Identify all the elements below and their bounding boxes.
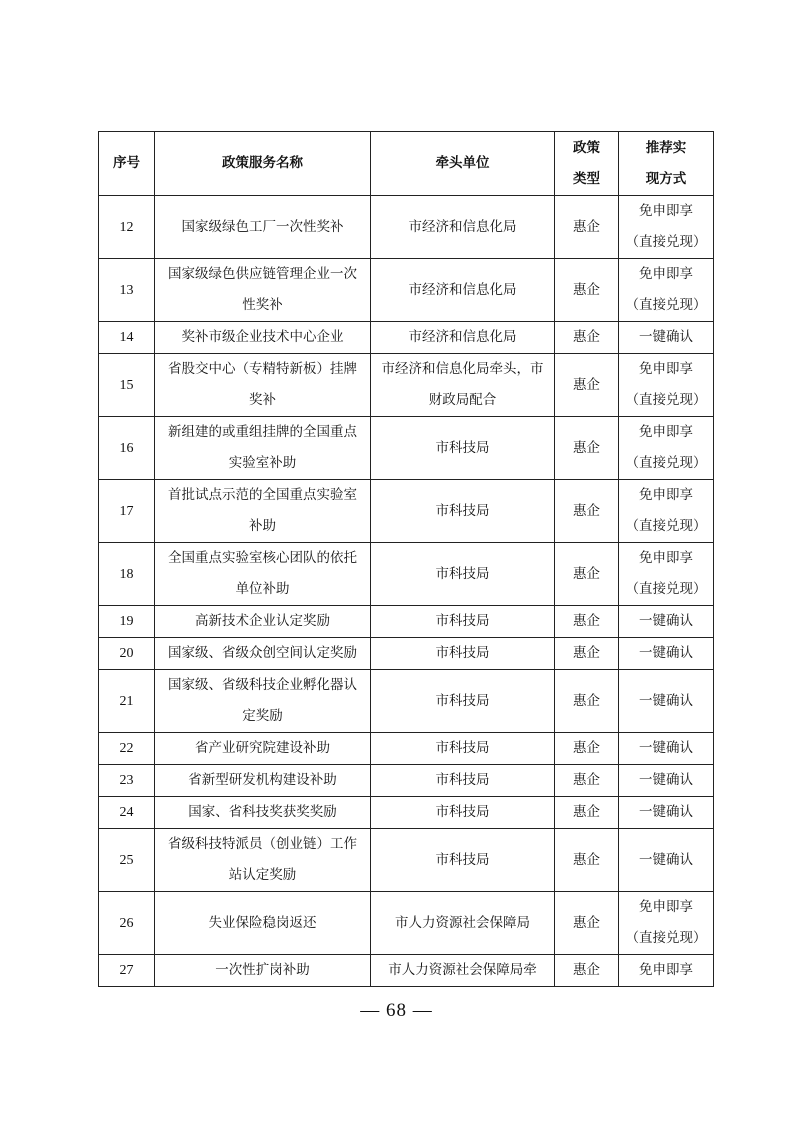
cell-lead-dept: 市科技局 bbox=[371, 797, 555, 829]
cell-policy-name: 全国重点实验室核心团队的依托 单位补助 bbox=[155, 543, 371, 606]
cell-method: 免申即享 （直接兑现） bbox=[619, 543, 714, 606]
table-row bbox=[99, 892, 714, 955]
cell-method: 一键确认 bbox=[619, 733, 714, 765]
cell-lead-dept: 市科技局 bbox=[371, 829, 555, 892]
cell-policy-type: 惠企 bbox=[555, 638, 619, 670]
table-row bbox=[99, 259, 714, 322]
header-method: 推荐实 现方式 bbox=[619, 132, 714, 196]
cell-no: 12 bbox=[99, 196, 155, 259]
table-header-row bbox=[99, 132, 714, 196]
cell-lead-dept: 市科技局 bbox=[371, 638, 555, 670]
table-row bbox=[99, 417, 714, 480]
cell-lead-dept: 市科技局 bbox=[371, 733, 555, 765]
policy-table bbox=[98, 131, 714, 987]
cell-no: 26 bbox=[99, 892, 155, 955]
cell-policy-name: 国家级绿色供应链管理企业一次 性奖补 bbox=[155, 259, 371, 322]
cell-method: 免申即享 （直接兑现） bbox=[619, 480, 714, 543]
cell-lead-dept: 市经济和信息化局 bbox=[371, 259, 555, 322]
cell-no: 15 bbox=[99, 354, 155, 417]
table-row bbox=[99, 606, 714, 638]
cell-lead-dept: 市科技局 bbox=[371, 670, 555, 733]
table-row bbox=[99, 797, 714, 829]
cell-policy-name: 省产业研究院建设补助 bbox=[155, 733, 371, 765]
cell-policy-name: 首批试点示范的全国重点实验室 补助 bbox=[155, 480, 371, 543]
cell-method: 一键确认 bbox=[619, 322, 714, 354]
page-number: — 68 — bbox=[360, 1000, 433, 1021]
cell-lead-dept: 市人力资源社会保障局牵 bbox=[371, 955, 555, 987]
cell-method: 一键确认 bbox=[619, 606, 714, 638]
cell-no: 27 bbox=[99, 955, 155, 987]
cell-method: 免申即享 （直接兑现） bbox=[619, 417, 714, 480]
cell-lead-dept: 市科技局 bbox=[371, 543, 555, 606]
cell-policy-type: 惠企 bbox=[555, 797, 619, 829]
cell-policy-type: 惠企 bbox=[555, 322, 619, 354]
cell-policy-type: 惠企 bbox=[555, 892, 619, 955]
cell-policy-name: 省级科技特派员（创业链）工作 站认定奖励 bbox=[155, 829, 371, 892]
table-row bbox=[99, 354, 714, 417]
cell-policy-name: 省股交中心（专精特新板）挂牌 奖补 bbox=[155, 354, 371, 417]
cell-policy-name: 一次性扩岗补助 bbox=[155, 955, 371, 987]
table-row bbox=[99, 638, 714, 670]
cell-method: 一键确认 bbox=[619, 797, 714, 829]
table-row bbox=[99, 955, 714, 987]
table-row bbox=[99, 765, 714, 797]
cell-policy-name: 国家级、省级科技企业孵化器认 定奖励 bbox=[155, 670, 371, 733]
cell-no: 17 bbox=[99, 480, 155, 543]
cell-policy-name: 国家、省科技奖获奖奖励 bbox=[155, 797, 371, 829]
cell-lead-dept: 市科技局 bbox=[371, 765, 555, 797]
cell-no: 16 bbox=[99, 417, 155, 480]
cell-policy-type: 惠企 bbox=[555, 765, 619, 797]
cell-method: 一键确认 bbox=[619, 829, 714, 892]
table-row bbox=[99, 543, 714, 606]
cell-method: 一键确认 bbox=[619, 670, 714, 733]
cell-method: 免申即享 （直接兑现） bbox=[619, 259, 714, 322]
table-row bbox=[99, 733, 714, 765]
cell-no: 18 bbox=[99, 543, 155, 606]
table-row bbox=[99, 322, 714, 354]
cell-policy-type: 惠企 bbox=[555, 670, 619, 733]
cell-method: 免申即享 （直接兑现） bbox=[619, 354, 714, 417]
cell-no: 24 bbox=[99, 797, 155, 829]
cell-policy-name: 新组建的或重组挂牌的全国重点 实验室补助 bbox=[155, 417, 371, 480]
cell-policy-type: 惠企 bbox=[555, 543, 619, 606]
table-row bbox=[99, 829, 714, 892]
cell-no: 25 bbox=[99, 829, 155, 892]
cell-lead-dept: 市经济和信息化局 bbox=[371, 322, 555, 354]
cell-policy-type: 惠企 bbox=[555, 259, 619, 322]
cell-policy-name: 国家级绿色工厂一次性奖补 bbox=[155, 196, 371, 259]
cell-policy-type: 惠企 bbox=[555, 196, 619, 259]
cell-method: 免申即享 （直接兑现） bbox=[619, 892, 714, 955]
cell-policy-name: 失业保险稳岗返还 bbox=[155, 892, 371, 955]
cell-method: 一键确认 bbox=[619, 765, 714, 797]
cell-lead-dept: 市经济和信息化局 bbox=[371, 196, 555, 259]
cell-policy-type: 惠企 bbox=[555, 606, 619, 638]
cell-no: 21 bbox=[99, 670, 155, 733]
table-row bbox=[99, 480, 714, 543]
cell-policy-name: 省新型研发机构建设补助 bbox=[155, 765, 371, 797]
cell-no: 20 bbox=[99, 638, 155, 670]
table-body bbox=[99, 196, 714, 987]
cell-policy-type: 惠企 bbox=[555, 354, 619, 417]
cell-no: 22 bbox=[99, 733, 155, 765]
header-dept: 牵头单位 bbox=[371, 132, 555, 196]
header-type: 政策 类型 bbox=[555, 132, 619, 196]
cell-lead-dept: 市科技局 bbox=[371, 606, 555, 638]
table-row bbox=[99, 196, 714, 259]
cell-method: 一键确认 bbox=[619, 638, 714, 670]
cell-policy-type: 惠企 bbox=[555, 829, 619, 892]
cell-lead-dept: 市人力资源社会保障局 bbox=[371, 892, 555, 955]
cell-no: 13 bbox=[99, 259, 155, 322]
table-row bbox=[99, 670, 714, 733]
cell-policy-type: 惠企 bbox=[555, 417, 619, 480]
cell-policy-name: 国家级、省级众创空间认定奖励 bbox=[155, 638, 371, 670]
header-name: 政策服务名称 bbox=[155, 132, 371, 196]
cell-lead-dept: 市经济和信息化局牵头，市 财政局配合 bbox=[371, 354, 555, 417]
cell-policy-name: 奖补市级企业技术中心企业 bbox=[155, 322, 371, 354]
cell-no: 14 bbox=[99, 322, 155, 354]
header-no: 序号 bbox=[99, 132, 155, 196]
cell-policy-type: 惠企 bbox=[555, 733, 619, 765]
cell-lead-dept: 市科技局 bbox=[371, 417, 555, 480]
cell-method: 免申即享 （直接兑现） bbox=[619, 196, 714, 259]
cell-policy-type: 惠企 bbox=[555, 955, 619, 987]
cell-lead-dept: 市科技局 bbox=[371, 480, 555, 543]
cell-policy-name: 高新技术企业认定奖励 bbox=[155, 606, 371, 638]
cell-policy-type: 惠企 bbox=[555, 480, 619, 543]
cell-no: 19 bbox=[99, 606, 155, 638]
cell-no: 23 bbox=[99, 765, 155, 797]
cell-method: 免申即享 bbox=[619, 955, 714, 987]
